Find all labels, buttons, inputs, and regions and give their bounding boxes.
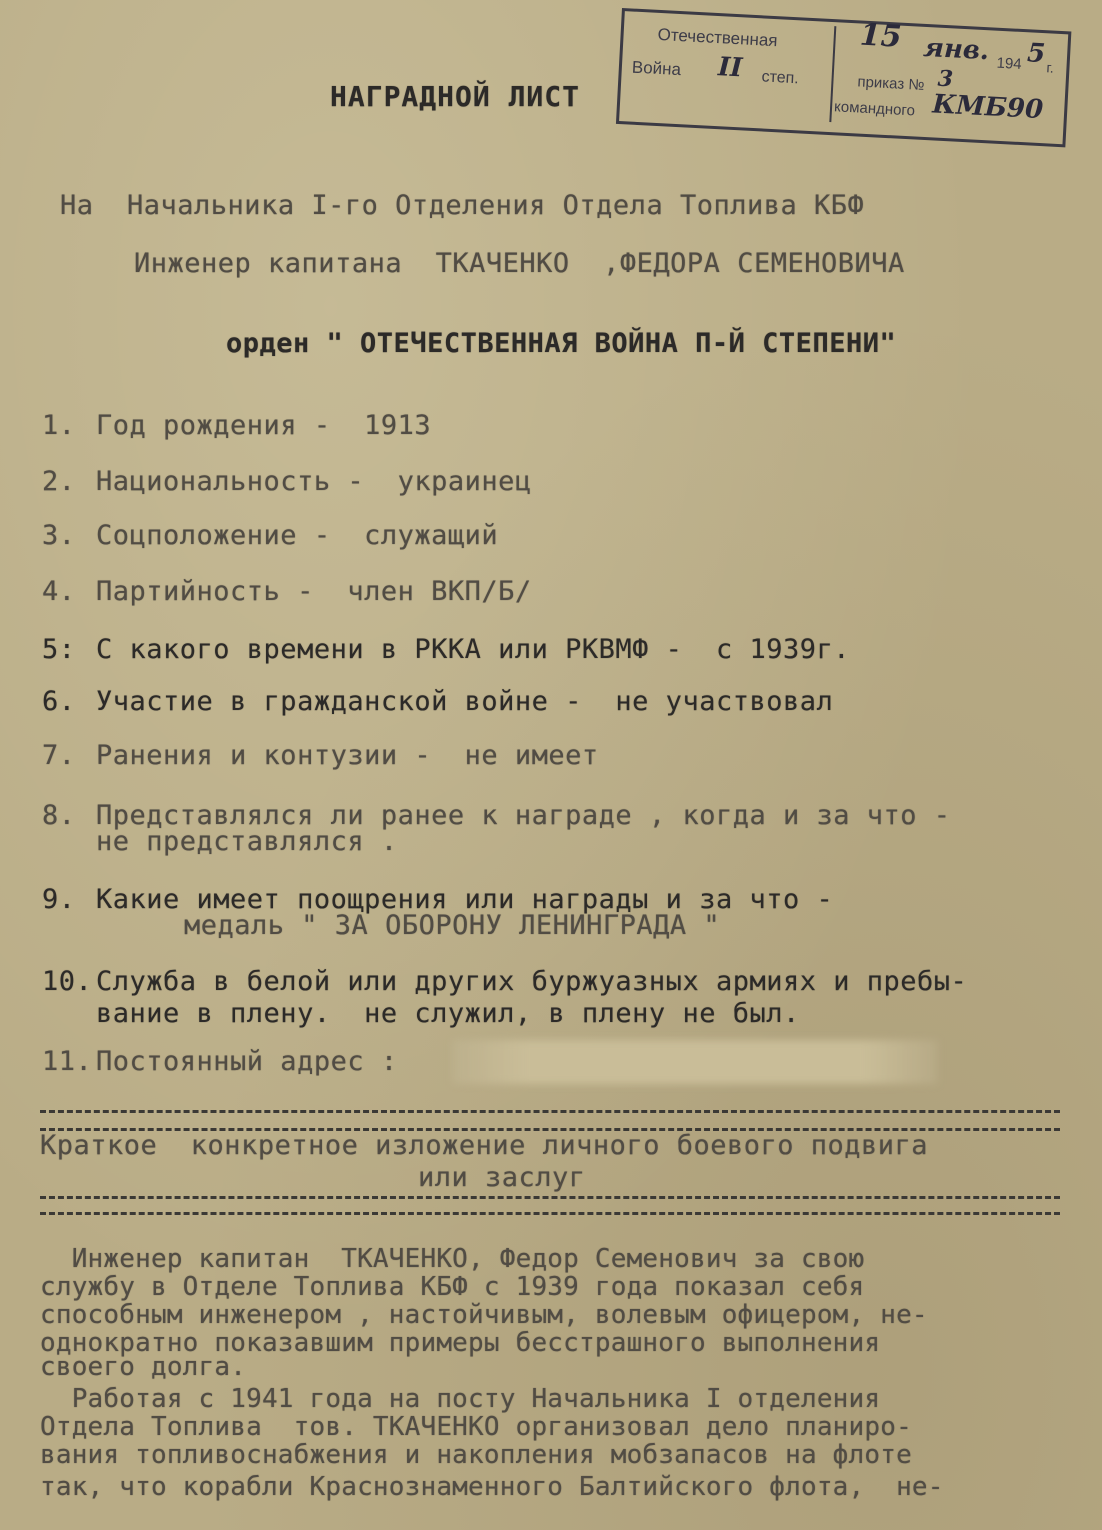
feat-heading: Краткое конкретное изложение личного боевого подвига xyxy=(40,1130,929,1161)
item-service-since: 5: С какого времени в РККА или РКВМФ - с 1939г. xyxy=(42,634,850,665)
item-commendations: 9. Какие имеет поощрения или награды и за что - xyxy=(42,884,834,915)
stamp-signature: КМБ90 xyxy=(931,89,1044,126)
feat-heading-cont: или заслуг xyxy=(418,1162,586,1193)
item-prior-awards: 8. Представлялся ли ранее к награде , когда и за что - xyxy=(42,800,951,831)
feat-line: так, что корабли Краснознаменного Балтийского флота, не- xyxy=(40,1472,944,1502)
item-social-status: 3. Соцположение - служащий xyxy=(42,520,499,551)
stamp-line2: Война xyxy=(631,57,682,80)
stamp-year-suffix: 5 xyxy=(1026,38,1047,70)
stamp-year-label: 194 xyxy=(996,54,1023,73)
stamp-line1: Отечественная xyxy=(657,24,779,51)
stamp-date-day: 15 xyxy=(858,17,903,55)
item-prior-awards-answer: не представлялся . xyxy=(96,826,398,857)
dashed-separator-top xyxy=(40,1110,1060,1113)
nominee-name: Инженер капитана ТКАЧЕНКО ,ФЕДОРА СЕМЕНОВИЧА xyxy=(134,248,905,279)
feat-line: своего долга. xyxy=(40,1352,247,1382)
item-commendations-answer: медаль " ЗА ОБОРОНУ ЛЕНИНГРАДА " xyxy=(184,910,721,941)
feat-line: однократно показавшим примеры бесстрашного выполнения xyxy=(40,1328,881,1358)
registration-stamp xyxy=(616,8,1071,147)
award-order: орден " ОТЕЧЕСТВЕННАЯ ВОЙНА П-Й СТЕПЕНИ" xyxy=(226,328,897,359)
feat-line: службу в Отделе Топлива КБФ с 1939 года показал себя xyxy=(40,1272,865,1302)
stamp-degree: II xyxy=(717,52,744,84)
stamp-command-label: командного xyxy=(833,98,916,120)
item-nationality: 2. Национальность - украинец xyxy=(42,466,532,497)
item-party: 4. Партийность - член ВКП/Б/ xyxy=(42,576,532,607)
item-bourgeois-service: 10. Служба в белой или других буржуазных армиях и пребы- xyxy=(42,966,968,997)
stamp-order-no: 3 xyxy=(937,65,954,93)
feat-line: способным инженером , настойчивым, волевым офицером, не- xyxy=(40,1300,928,1330)
page-title: НАГРАДНОЙ ЛИСТ xyxy=(330,80,581,113)
item-civil-war: 6. Участие в гражданской войне - не участвовал xyxy=(42,686,834,717)
feat-line: Инженер капитан ТКАЧЕНКО, Федор Семенович за свою xyxy=(40,1244,865,1274)
item-address: 11. Постоянный адрес : xyxy=(42,1046,398,1077)
dashed-separator-bottom xyxy=(40,1196,1060,1199)
feat-line: вания топливоснабжения и накопления мобзапасов на флоте xyxy=(40,1440,912,1470)
redacted-address xyxy=(452,1040,938,1084)
nominee-position: На Начальника I-го Отделения Отдела Топлива КБФ xyxy=(60,190,865,221)
stamp-line2b: степ. xyxy=(761,68,800,88)
stamp-year-g: г. xyxy=(1046,59,1055,76)
stamp-order-label: приказ № xyxy=(857,73,925,94)
stamp-date-month: янв. xyxy=(922,32,990,67)
item-bourgeois-service-answer: вание в плену. не служил, в плену не был. xyxy=(96,998,800,1029)
item-birth-year: 1. Год рождения - 1913 xyxy=(42,410,432,441)
feat-line: Работая с 1941 года на посту Начальника I отделения xyxy=(40,1384,881,1414)
feat-line: Отдела Топлива тов. ТКАЧЕНКО организовал дело планиро- xyxy=(40,1412,912,1442)
dashed-separator-bottom-2 xyxy=(40,1212,1060,1215)
item-wounds: 7. Ранения и контузии - не имеет xyxy=(42,740,599,771)
